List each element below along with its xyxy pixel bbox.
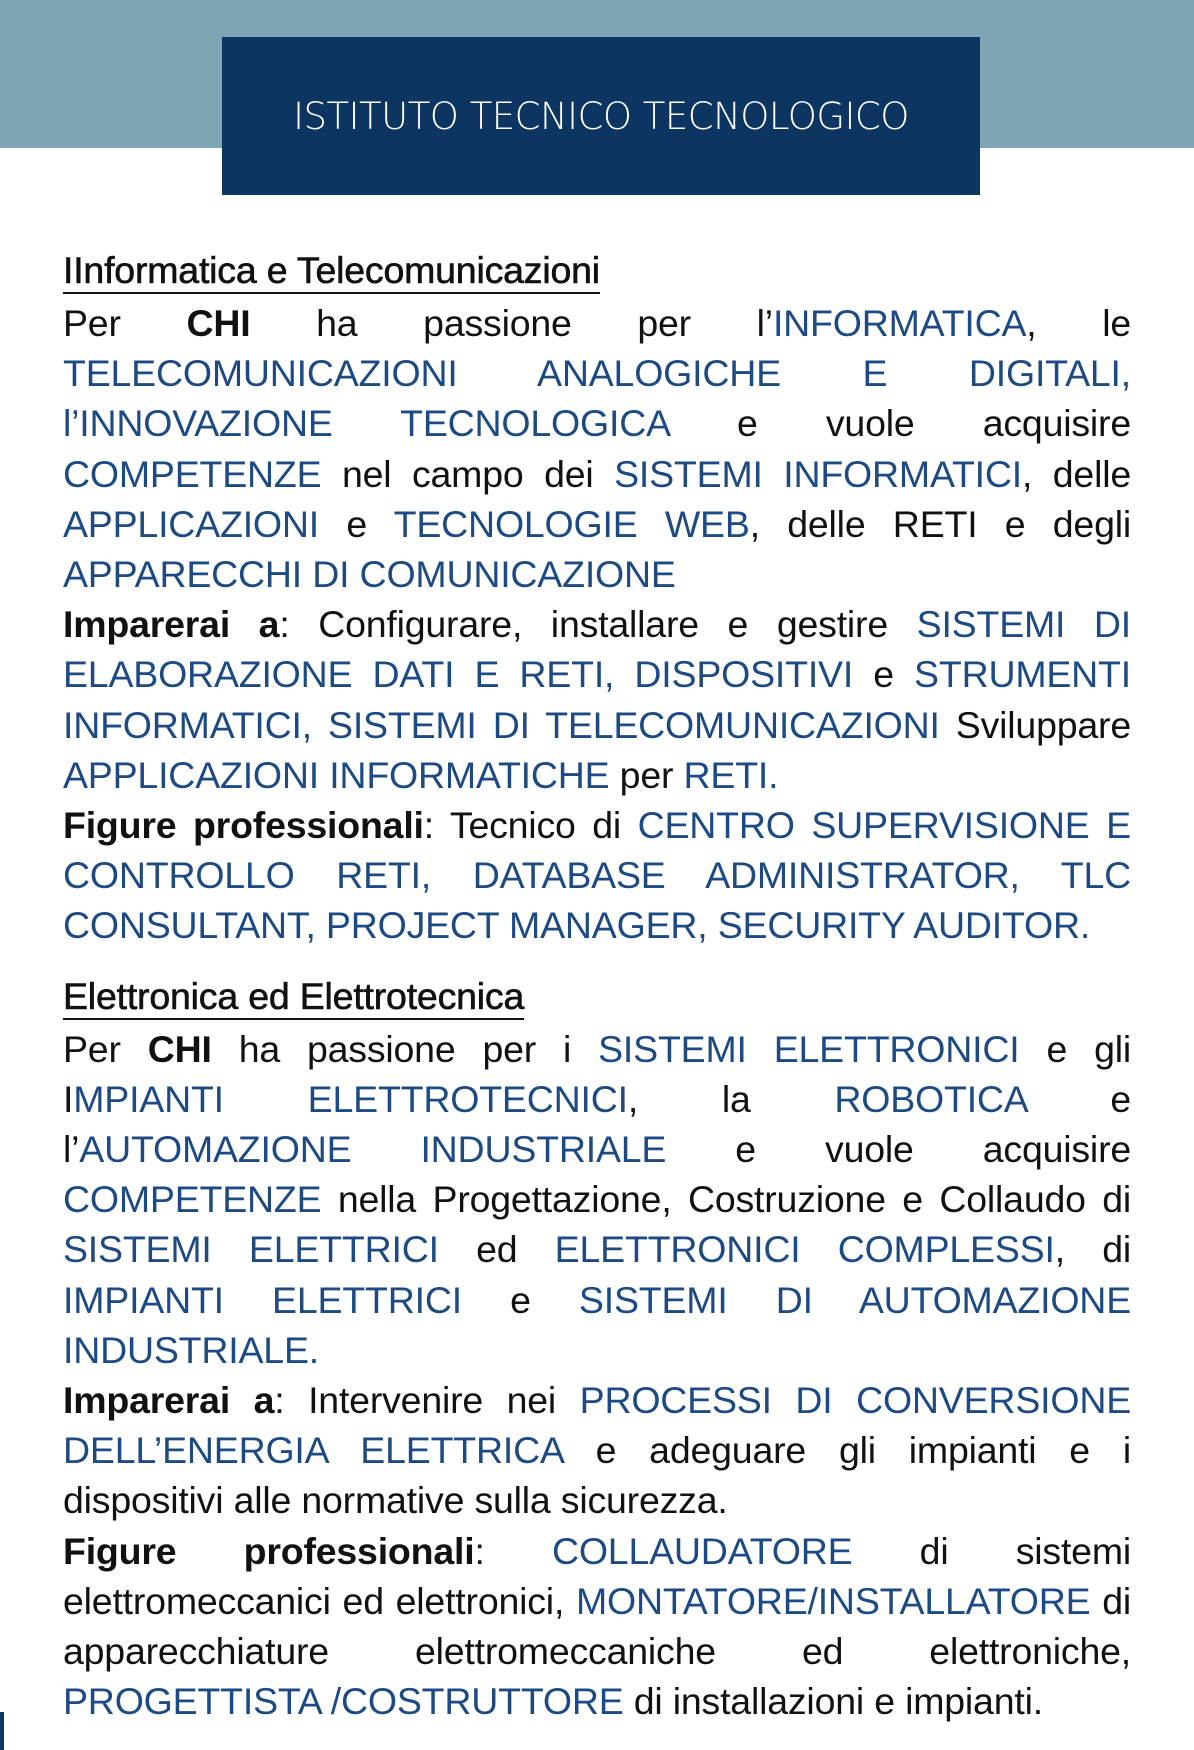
text: nella Progettazione, Costruzione e Collaudo di (321, 1178, 1131, 1221)
keyword: STRUMENTI INFORMATICI, SISTEMI DI TELECOMUNICAZIONI (63, 653, 1131, 746)
roles-paragraph (63, 1526, 1131, 1727)
intro-paragraph (63, 298, 1131, 599)
section-informatica (63, 245, 1131, 951)
label-bold: Figure professionali (63, 1529, 475, 1572)
learn-paragraph (63, 1375, 1131, 1526)
keyword: SISTEMI DI AUTOMAZIONE INDUSTRIALE. (63, 1278, 1131, 1371)
header-banner (222, 37, 980, 195)
text: Per (63, 302, 187, 344)
keyword: SISTEMI ELETTRONICI (598, 1027, 1020, 1070)
keyword: APPLICAZIONI INFORMATICHE (63, 753, 610, 796)
text: e (319, 502, 394, 545)
keyword: PROCESSI DI CONVERSIONE DELL’ENERGIA ELETTRICA (63, 1379, 1132, 1472)
text: di sistemi elettromeccanici ed elettronici, (63, 1529, 1131, 1622)
keyword: MPIANTI ELETTROTECNICI (73, 1077, 628, 1120)
keyword: TECNOLOGIE WEB (393, 502, 750, 545)
keyword: COMPETENZE (63, 1178, 322, 1221)
keyword: TELECOMUNICAZIONI ANALOGICHE E DIGITALI, l’INNOVAZIONE TECNOLOGICA (63, 352, 1131, 445)
label-bold: Imparerai a (63, 603, 280, 646)
text: : Tecnico di (423, 804, 638, 847)
label-bold: Imparerai a (63, 1379, 275, 1422)
section-elettronica (63, 971, 1131, 1727)
page-edge-mark (0, 1712, 4, 1750)
text: : Configurare, installare e gestire (279, 603, 917, 646)
text: , le (1026, 302, 1132, 344)
keyword: ELETTRONICI COMPLESSI (554, 1228, 1055, 1271)
main-content (63, 245, 1131, 1726)
keyword: APPARECCHI DI COMUNICAZIONE (63, 553, 676, 596)
text: , di (1054, 1228, 1132, 1271)
keyword: AUTOMAZIONE INDUSTRIALE (79, 1128, 667, 1171)
text: e vuole acquisire (668, 402, 1131, 445)
section-heading: Elettronica ed Elettrotecnica (63, 974, 524, 1020)
text-bold: CHI (147, 1027, 212, 1070)
keyword: COLLAUDATORE (551, 1529, 853, 1572)
keyword: SISTEMI DI ELABORAZIONE DATI E RETI, DISPOSITIVI (63, 603, 1132, 696)
text: e (853, 653, 915, 696)
keyword: CENTRO SUPERVISIONE E CONTROLLO RETI, DATABASE ADMINISTRATOR, TLC CONSULTANT, PROJECT MANAGER, SECURITY AUDITOR. (63, 804, 1131, 947)
section-heading: IInformatica e Telecomunicazioni (63, 248, 600, 294)
learn-paragraph (63, 599, 1131, 800)
text: e vuole acquisire (666, 1128, 1132, 1171)
keyword: ROBOTICA (834, 1077, 1027, 1120)
text: : (474, 1529, 552, 1572)
text: nel campo dei (321, 452, 615, 495)
keyword: SISTEMI ELETTRICI (63, 1228, 439, 1271)
keyword: IMPIANTI ELETTRICI (63, 1278, 462, 1321)
text: , delle (1022, 452, 1131, 495)
text-bold: CHI (186, 302, 251, 344)
text: e gli I (63, 1027, 1131, 1120)
text: di apparecchiature elettromeccaniche ed elettroniche, (63, 1579, 1131, 1673)
text: : Intervenire nei (274, 1379, 580, 1422)
text: , la (627, 1077, 835, 1120)
intro-paragraph (63, 1024, 1131, 1375)
text: ha passione per i (211, 1027, 599, 1070)
text: e l’ (63, 1077, 1131, 1171)
page-title: ISTITUTO TECNICO TECNOLOGICO (293, 94, 909, 138)
keyword: PROGETTISTA /COSTRUTTORE (63, 1680, 624, 1723)
keyword: RETI. (683, 753, 779, 796)
text: per (609, 753, 684, 796)
text: e adeguare gli impianti e i dispositivi alle normative sulla sicurezza. (63, 1429, 1131, 1522)
keyword: SISTEMI INFORMATICI (614, 452, 1022, 495)
text: Per (63, 1027, 148, 1070)
keyword: COMPETENZE (63, 452, 322, 495)
keyword: MONTATORE/INSTALLATORE (575, 1579, 1091, 1622)
text: Sviluppare (939, 703, 1131, 746)
roles-paragraph (63, 800, 1131, 951)
text: ed (438, 1228, 555, 1271)
label-bold: Figure professionali (63, 804, 424, 847)
text: e (461, 1278, 579, 1321)
text: di installazioni e impianti. (623, 1680, 1043, 1723)
keyword: INFORMATICA (772, 302, 1027, 344)
keyword: APPLICAZIONI (63, 502, 319, 545)
text: ha passione per l’ (250, 302, 773, 344)
text: , delle RETI e degli (749, 502, 1131, 545)
